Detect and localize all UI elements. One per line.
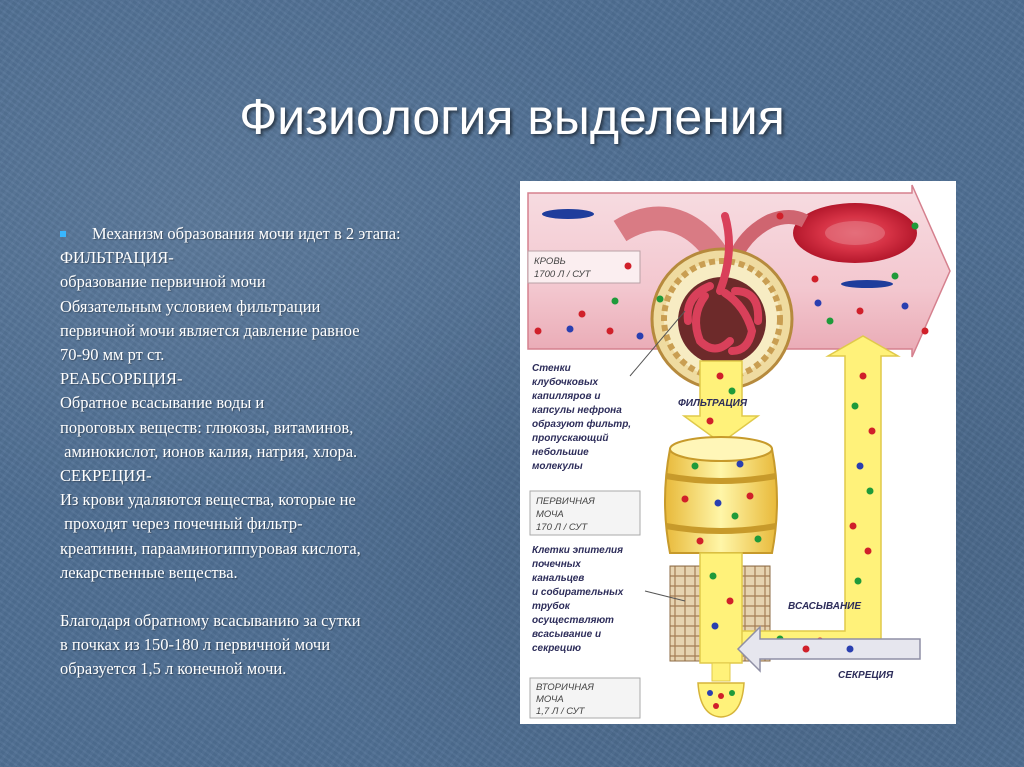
- filtration-label: ФИЛЬТРАЦИЯ: [678, 398, 748, 409]
- svg-text:ВТОРИЧНАЯ: ВТОРИЧНАЯ: [536, 682, 594, 693]
- svg-text:канальцев: канальцев: [532, 573, 585, 584]
- kidney-diagram: [520, 181, 956, 724]
- blood-label: КРОВЬ: [534, 256, 566, 267]
- text-line: первичной мочи является давление равное: [60, 320, 360, 340]
- svg-text:пропускающий: пропускающий: [532, 433, 609, 444]
- slide-text: [60, 222, 510, 682]
- text-line: ФИЛЬТРАЦИЯ-: [60, 248, 174, 268]
- svg-text:секрецию: секрецию: [532, 643, 582, 654]
- slide-title: Физиология выделения: [239, 89, 785, 145]
- svg-text:1,7 Л / СУТ: 1,7 Л / СУТ: [536, 706, 585, 717]
- epithelium-label: [532, 545, 624, 654]
- svg-text:капсулы нефрона: капсулы нефрона: [532, 405, 622, 416]
- text-line: Обязательным условием фильтрации: [60, 296, 321, 316]
- summary-line: в почках из 150-180 л первичной мочи: [60, 635, 331, 655]
- summary-line: образуется 1,5 л конечной мочи.: [60, 659, 287, 679]
- text-line: проходят через почечный фильтр-: [60, 514, 303, 534]
- text-line: пороговых веществ: глюкозы, витаминов,: [60, 417, 354, 437]
- bullet-icon: [60, 231, 66, 237]
- summary-line: Благодаря обратному всасыванию за сутки: [60, 611, 361, 631]
- blood-volume: 1700 Л / СУТ: [534, 269, 591, 280]
- svg-text:и собирательных: и собирательных: [532, 587, 624, 598]
- svg-text:капилляров и: капилляров и: [532, 391, 601, 402]
- text-line: аминокислот, ионов калия, натрия, хлора.: [60, 441, 358, 461]
- svg-text:всасывание и: всасывание и: [532, 629, 602, 640]
- svg-text:Клетки эпителия: Клетки эпителия: [532, 545, 624, 556]
- text-line: Из крови удаляются вещества, которые не: [60, 490, 356, 510]
- svg-text:молекулы: молекулы: [532, 461, 583, 472]
- absorption-label: ВСАСЫВАНИЕ: [788, 601, 862, 612]
- secondary-urine-cup: [698, 683, 744, 717]
- walls-label: [532, 363, 631, 472]
- svg-text:образуют фильтр,: образуют фильтр,: [532, 419, 632, 430]
- svg-text:небольшие: небольшие: [532, 447, 589, 458]
- svg-text:МОЧА: МОЧА: [536, 694, 564, 705]
- platelet: [841, 280, 893, 288]
- text-line: образование первичной мочи: [60, 272, 266, 292]
- secretion-label: СЕКРЕЦИЯ: [838, 670, 894, 681]
- svg-text:ПЕРВИЧНАЯ: ПЕРВИЧНАЯ: [536, 496, 595, 507]
- svg-text:Стенки: Стенки: [532, 363, 571, 374]
- platelet: [542, 209, 594, 219]
- text-line: 70-90 мм рт ст.: [60, 345, 165, 365]
- text-line: РЕАБСОРБЦИЯ-: [60, 369, 183, 389]
- svg-text:170 Л / СУТ: 170 Л / СУТ: [536, 522, 588, 533]
- svg-text:осуществляют: осуществляют: [532, 615, 614, 626]
- svg-text:МОЧА: МОЧА: [536, 509, 564, 520]
- svg-text:трубок: трубок: [532, 601, 570, 612]
- text-line: лекарственные вещества.: [60, 562, 238, 582]
- text-line: СЕКРЕЦИЯ-: [60, 466, 152, 486]
- text-line-intro: Механизм образования мочи идет в 2 этапа:: [60, 222, 510, 246]
- kidney-diagram-svg: [520, 181, 956, 724]
- primary-urine-barrel: [665, 437, 777, 553]
- text-line: Обратное всасывание воды и: [60, 393, 265, 413]
- text-line: креатинин, парааминогиппуровая кислота,: [60, 538, 361, 558]
- svg-text:клубочковых: клубочковых: [532, 377, 599, 388]
- svg-text:почечных: почечных: [532, 559, 581, 570]
